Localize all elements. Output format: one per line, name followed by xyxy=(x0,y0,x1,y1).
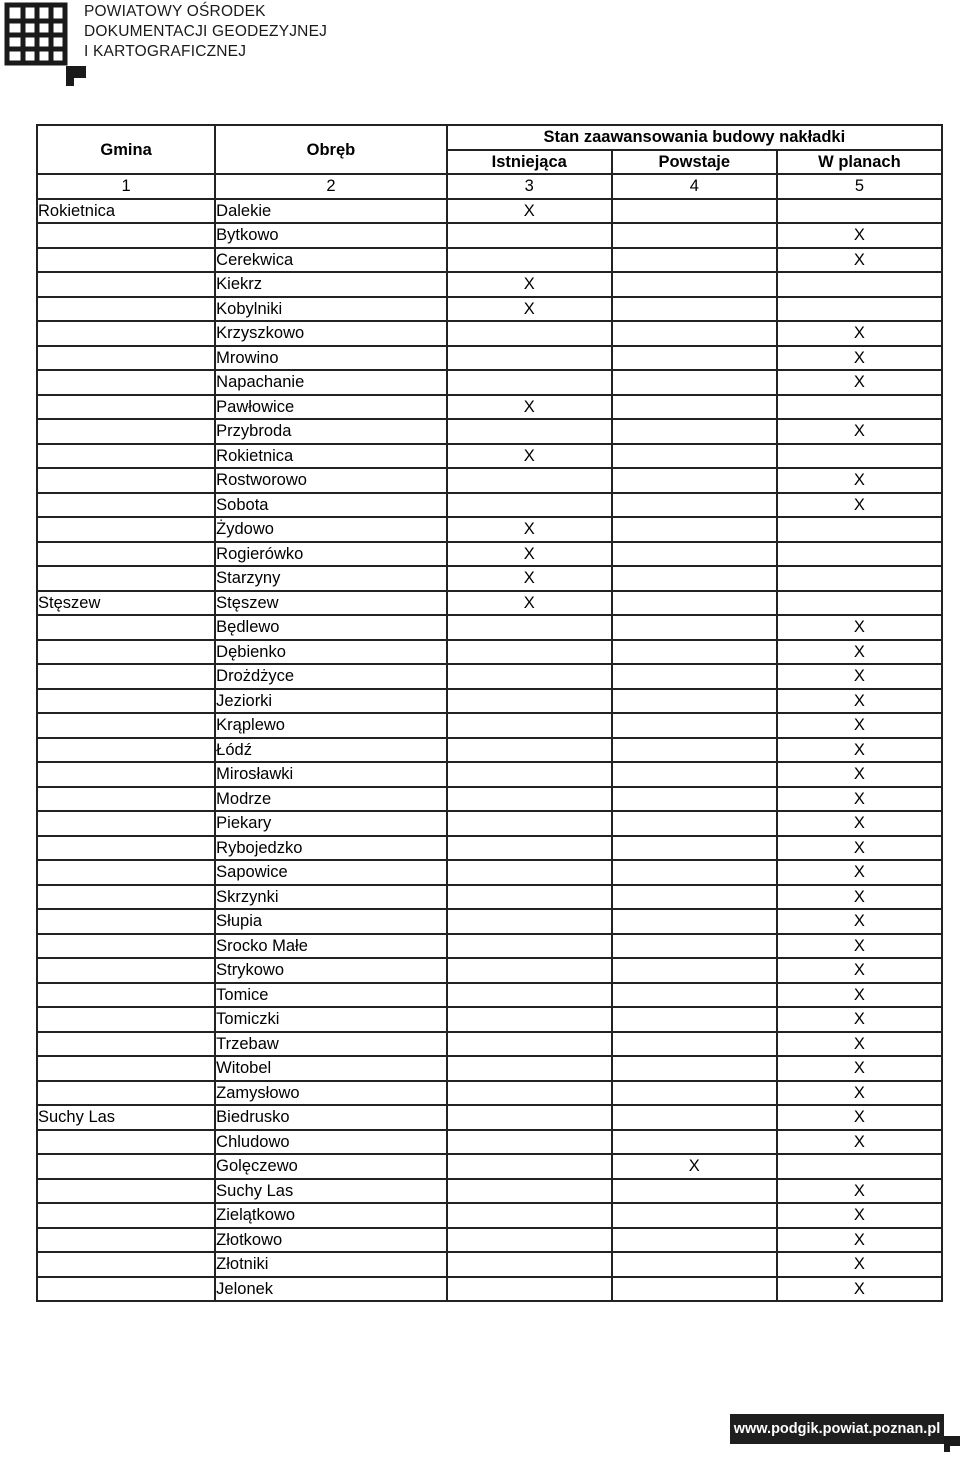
istniejaca-cell xyxy=(447,1277,612,1302)
powstaje-cell xyxy=(612,1056,777,1081)
gmina-cell xyxy=(37,811,215,836)
gmina-cell xyxy=(37,787,215,812)
obreb-cell: Rybojedzko xyxy=(215,836,447,861)
istniejaca-cell xyxy=(447,934,612,959)
obreb-cell: Biedrusko xyxy=(215,1105,447,1130)
obreb-cell: Sobota xyxy=(215,493,447,518)
powstaje-cell: X xyxy=(612,1154,777,1179)
table-row xyxy=(37,468,942,493)
w-planach-cell xyxy=(777,591,942,616)
p-mark-icon xyxy=(944,1436,960,1452)
istniejaca-cell xyxy=(447,983,612,1008)
powstaje-cell xyxy=(612,566,777,591)
obreb-cell: Napachanie xyxy=(215,370,447,395)
istniejaca-cell xyxy=(447,615,612,640)
obreb-cell: Golęczewo xyxy=(215,1154,447,1179)
table-row xyxy=(37,566,942,591)
istniejaca-cell xyxy=(447,1203,612,1228)
gmina-cell xyxy=(37,321,215,346)
w-planach-cell xyxy=(777,199,942,224)
gmina-cell xyxy=(37,738,215,763)
w-planach-cell: X xyxy=(777,836,942,861)
istniejaca-cell: X xyxy=(447,542,612,567)
gmina-cell xyxy=(37,1081,215,1106)
w-planach-cell: X xyxy=(777,223,942,248)
w-planach-cell: X xyxy=(777,346,942,371)
table-row xyxy=(37,1228,942,1253)
istniejaca-cell xyxy=(447,713,612,738)
istniejaca-cell xyxy=(447,738,612,763)
column-number: 4 xyxy=(612,174,777,199)
obreb-cell: Skrzynki xyxy=(215,885,447,910)
gmina-cell xyxy=(37,713,215,738)
table-row xyxy=(37,297,942,322)
powstaje-cell xyxy=(612,1105,777,1130)
table-row xyxy=(37,664,942,689)
header-group: Stan zaawansowania budowy nakładki xyxy=(447,125,942,150)
obreb-cell: Tomiczki xyxy=(215,1007,447,1032)
istniejaca-cell xyxy=(447,836,612,861)
table-row xyxy=(37,591,942,616)
obreb-cell: Strykowo xyxy=(215,958,447,983)
gmina-cell xyxy=(37,297,215,322)
column-number: 5 xyxy=(777,174,942,199)
gmina-cell xyxy=(37,1277,215,1302)
obreb-cell: Krzyszkowo xyxy=(215,321,447,346)
powstaje-cell xyxy=(612,591,777,616)
obreb-cell: Witobel xyxy=(215,1056,447,1081)
gmina-cell xyxy=(37,1252,215,1277)
table-row xyxy=(37,1130,942,1155)
w-planach-cell: X xyxy=(777,738,942,763)
obreb-cell: Pawłowice xyxy=(215,395,447,420)
powstaje-cell xyxy=(612,272,777,297)
w-planach-cell: X xyxy=(777,493,942,518)
w-planach-cell: X xyxy=(777,713,942,738)
table-row xyxy=(37,787,942,812)
powstaje-cell xyxy=(612,983,777,1008)
w-planach-cell: X xyxy=(777,811,942,836)
table-row xyxy=(37,444,942,469)
table-row xyxy=(37,983,942,1008)
powstaje-cell xyxy=(612,1203,777,1228)
gmina-cell xyxy=(37,983,215,1008)
istniejaca-cell xyxy=(447,909,612,934)
gmina-cell xyxy=(37,909,215,934)
w-planach-cell xyxy=(777,444,942,469)
w-planach-cell: X xyxy=(777,958,942,983)
w-planach-cell: X xyxy=(777,1056,942,1081)
istniejaca-cell xyxy=(447,493,612,518)
powstaje-cell xyxy=(612,248,777,273)
gmina-cell xyxy=(37,370,215,395)
powstaje-cell xyxy=(612,664,777,689)
istniejaca-cell: X xyxy=(447,199,612,224)
header-w-planach: W planach xyxy=(777,150,942,175)
obreb-cell: Chludowo xyxy=(215,1130,447,1155)
gmina-cell xyxy=(37,860,215,885)
table-row xyxy=(37,1081,942,1106)
obreb-cell: Rokietnica xyxy=(215,444,447,469)
powstaje-cell xyxy=(612,542,777,567)
istniejaca-cell xyxy=(447,1252,612,1277)
column-number: 3 xyxy=(447,174,612,199)
istniejaca-cell xyxy=(447,640,612,665)
istniejaca-cell xyxy=(447,1228,612,1253)
gmina-cell xyxy=(37,689,215,714)
gmina-cell xyxy=(37,1056,215,1081)
obreb-cell: Kiekrz xyxy=(215,272,447,297)
table-row xyxy=(37,517,942,542)
gmina-cell xyxy=(37,615,215,640)
w-planach-cell xyxy=(777,1154,942,1179)
w-planach-cell: X xyxy=(777,1277,942,1302)
istniejaca-cell xyxy=(447,1081,612,1106)
obreb-cell: Suchy Las xyxy=(215,1179,447,1204)
obreb-cell: Modrze xyxy=(215,787,447,812)
gmina-cell xyxy=(37,885,215,910)
obreb-cell: Przybroda xyxy=(215,419,447,444)
w-planach-cell xyxy=(777,542,942,567)
istniejaca-cell xyxy=(447,1130,612,1155)
table-row xyxy=(37,1007,942,1032)
table-row xyxy=(37,909,942,934)
w-planach-cell: X xyxy=(777,1081,942,1106)
table-row xyxy=(37,885,942,910)
gmina-cell xyxy=(37,664,215,689)
gmina-cell xyxy=(37,395,215,420)
gmina-cell: Rokietnica xyxy=(37,199,215,224)
gmina-cell xyxy=(37,468,215,493)
logo-line-3: I KARTOGRAFICZNEJ xyxy=(84,43,247,60)
w-planach-cell xyxy=(777,517,942,542)
obreb-cell: Dalekie xyxy=(215,199,447,224)
status-table xyxy=(36,124,943,1302)
gmina-cell xyxy=(37,1203,215,1228)
istniejaca-cell xyxy=(447,468,612,493)
powstaje-cell xyxy=(612,934,777,959)
footer-url-banner[interactable]: www.podgik.powiat.poznan.pl xyxy=(730,1414,944,1444)
w-planach-cell: X xyxy=(777,1203,942,1228)
istniejaca-cell xyxy=(447,811,612,836)
obreb-cell: Tomice xyxy=(215,983,447,1008)
w-planach-cell: X xyxy=(777,1228,942,1253)
obreb-cell: Złotkowo xyxy=(215,1228,447,1253)
w-planach-cell: X xyxy=(777,321,942,346)
powstaje-cell xyxy=(612,958,777,983)
powstaje-cell xyxy=(612,468,777,493)
obreb-cell: Sapowice xyxy=(215,860,447,885)
istniejaca-cell: X xyxy=(447,444,612,469)
powstaje-cell xyxy=(612,1007,777,1032)
gmina-cell xyxy=(37,419,215,444)
powstaje-cell xyxy=(612,738,777,763)
gmina-cell xyxy=(37,762,215,787)
table-row xyxy=(37,836,942,861)
powstaje-cell xyxy=(612,1032,777,1057)
obreb-cell: Piekary xyxy=(215,811,447,836)
w-planach-cell: X xyxy=(777,664,942,689)
table-row xyxy=(37,689,942,714)
powstaje-cell xyxy=(612,909,777,934)
table-row xyxy=(37,1154,942,1179)
w-planach-cell: X xyxy=(777,1007,942,1032)
powstaje-cell xyxy=(612,762,777,787)
table-row xyxy=(37,1179,942,1204)
w-planach-cell: X xyxy=(777,762,942,787)
w-planach-cell: X xyxy=(777,248,942,273)
table-row xyxy=(37,640,942,665)
table-row xyxy=(37,395,942,420)
gmina-cell xyxy=(37,272,215,297)
gmina-cell xyxy=(37,223,215,248)
powstaje-cell xyxy=(612,419,777,444)
powstaje-cell xyxy=(612,1179,777,1204)
w-planach-cell: X xyxy=(777,468,942,493)
powstaje-cell xyxy=(612,640,777,665)
table-row xyxy=(37,1105,942,1130)
column-number: 2 xyxy=(215,174,447,199)
w-planach-cell: X xyxy=(777,1130,942,1155)
powstaje-cell xyxy=(612,444,777,469)
istniejaca-cell: X xyxy=(447,591,612,616)
gmina-cell xyxy=(37,1179,215,1204)
obreb-cell: Żydowo xyxy=(215,517,447,542)
w-planach-cell: X xyxy=(777,934,942,959)
grid-logo-icon xyxy=(4,2,68,66)
gmina-cell xyxy=(37,1130,215,1155)
table-row xyxy=(37,493,942,518)
powstaje-cell xyxy=(612,787,777,812)
powstaje-cell xyxy=(612,713,777,738)
obreb-cell: Jeziorki xyxy=(215,689,447,714)
istniejaca-cell xyxy=(447,787,612,812)
obreb-cell: Srocko Małe xyxy=(215,934,447,959)
table-row xyxy=(37,762,942,787)
istniejaca-cell: X xyxy=(447,566,612,591)
obreb-cell: Słupia xyxy=(215,909,447,934)
obreb-cell: Zielątkowo xyxy=(215,1203,447,1228)
gmina-cell: Suchy Las xyxy=(37,1105,215,1130)
obreb-cell: Trzebaw xyxy=(215,1032,447,1057)
table-row xyxy=(37,811,942,836)
w-planach-cell xyxy=(777,566,942,591)
table-body xyxy=(37,199,942,1302)
table-row xyxy=(37,934,942,959)
gmina-cell xyxy=(37,958,215,983)
obreb-cell: Mrowino xyxy=(215,346,447,371)
obreb-cell: Krąplewo xyxy=(215,713,447,738)
table-row xyxy=(37,321,942,346)
table-row xyxy=(37,419,942,444)
header-istniejaca: Istniejąca xyxy=(447,150,612,175)
w-planach-cell: X xyxy=(777,419,942,444)
table-row xyxy=(37,1203,942,1228)
logo-line-1: POWIATOWY OŚRODEK xyxy=(84,3,266,20)
w-planach-cell: X xyxy=(777,1032,942,1057)
powstaje-cell xyxy=(612,297,777,322)
w-planach-cell xyxy=(777,272,942,297)
gmina-cell xyxy=(37,444,215,469)
obreb-cell: Zamysłowo xyxy=(215,1081,447,1106)
obreb-cell: Rostworowo xyxy=(215,468,447,493)
gmina-cell xyxy=(37,542,215,567)
obreb-cell: Jelonek xyxy=(215,1277,447,1302)
table-row xyxy=(37,223,942,248)
powstaje-cell xyxy=(612,1277,777,1302)
powstaje-cell xyxy=(612,811,777,836)
powstaje-cell xyxy=(612,615,777,640)
table-row xyxy=(37,615,942,640)
organization-name xyxy=(84,2,327,62)
istniejaca-cell xyxy=(447,370,612,395)
obreb-cell: Stęszew xyxy=(215,591,447,616)
table-row xyxy=(37,958,942,983)
table-row xyxy=(37,370,942,395)
logo-line-2: DOKUMENTACJI GEODEZYJNEJ xyxy=(84,23,328,40)
w-planach-cell: X xyxy=(777,860,942,885)
w-planach-cell: X xyxy=(777,1105,942,1130)
table-row xyxy=(37,1277,942,1302)
powstaje-cell xyxy=(612,223,777,248)
gmina-cell xyxy=(37,493,215,518)
istniejaca-cell xyxy=(447,860,612,885)
istniejaca-cell: X xyxy=(447,395,612,420)
istniejaca-cell xyxy=(447,762,612,787)
obreb-cell: Bytkowo xyxy=(215,223,447,248)
powstaje-cell xyxy=(612,689,777,714)
gmina-cell: Stęszew xyxy=(37,591,215,616)
w-planach-cell: X xyxy=(777,1252,942,1277)
obreb-cell: Mirosławki xyxy=(215,762,447,787)
obreb-cell: Cerekwica xyxy=(215,248,447,273)
table-row xyxy=(37,1252,942,1277)
istniejaca-cell xyxy=(447,223,612,248)
istniejaca-cell xyxy=(447,1032,612,1057)
powstaje-cell xyxy=(612,493,777,518)
gmina-cell xyxy=(37,1154,215,1179)
gmina-cell xyxy=(37,517,215,542)
w-planach-cell: X xyxy=(777,615,942,640)
istniejaca-cell xyxy=(447,346,612,371)
powstaje-cell xyxy=(612,860,777,885)
obreb-cell: Będlewo xyxy=(215,615,447,640)
table-row xyxy=(37,1032,942,1057)
w-planach-cell: X xyxy=(777,370,942,395)
obreb-cell: Dębienko xyxy=(215,640,447,665)
table-row xyxy=(37,542,942,567)
istniejaca-cell xyxy=(447,1179,612,1204)
w-planach-cell: X xyxy=(777,885,942,910)
gmina-cell xyxy=(37,836,215,861)
istniejaca-cell: X xyxy=(447,272,612,297)
istniejaca-cell xyxy=(447,885,612,910)
w-planach-cell: X xyxy=(777,1179,942,1204)
gmina-cell xyxy=(37,1007,215,1032)
istniejaca-cell xyxy=(447,1007,612,1032)
w-planach-cell: X xyxy=(777,787,942,812)
powstaje-cell xyxy=(612,346,777,371)
table-row xyxy=(37,738,942,763)
obreb-cell: Rogierówko xyxy=(215,542,447,567)
w-planach-cell: X xyxy=(777,909,942,934)
w-planach-cell: X xyxy=(777,640,942,665)
powstaje-cell xyxy=(612,370,777,395)
gmina-cell xyxy=(37,1032,215,1057)
istniejaca-cell xyxy=(447,248,612,273)
p-mark-icon xyxy=(66,66,86,86)
table-row xyxy=(37,860,942,885)
column-number: 1 xyxy=(37,174,215,199)
header-obreb: Obręb xyxy=(215,125,447,174)
powstaje-cell xyxy=(612,885,777,910)
w-planach-cell xyxy=(777,297,942,322)
istniejaca-cell xyxy=(447,1105,612,1130)
w-planach-cell xyxy=(777,395,942,420)
istniejaca-cell: X xyxy=(447,297,612,322)
powstaje-cell xyxy=(612,1252,777,1277)
istniejaca-cell xyxy=(447,958,612,983)
istniejaca-cell: X xyxy=(447,517,612,542)
header-gmina: Gmina xyxy=(37,125,215,174)
gmina-cell xyxy=(37,934,215,959)
powstaje-cell xyxy=(612,321,777,346)
w-planach-cell: X xyxy=(777,689,942,714)
istniejaca-cell xyxy=(447,419,612,444)
obreb-cell: Łódź xyxy=(215,738,447,763)
powstaje-cell xyxy=(612,199,777,224)
istniejaca-cell xyxy=(447,321,612,346)
istniejaca-cell xyxy=(447,689,612,714)
table-row xyxy=(37,248,942,273)
obreb-cell: Złotniki xyxy=(215,1252,447,1277)
obreb-cell: Kobylniki xyxy=(215,297,447,322)
gmina-cell xyxy=(37,1228,215,1253)
gmina-cell xyxy=(37,640,215,665)
header-logo xyxy=(4,2,364,86)
obreb-cell: Starzyny xyxy=(215,566,447,591)
w-planach-cell: X xyxy=(777,983,942,1008)
istniejaca-cell xyxy=(447,1154,612,1179)
powstaje-cell xyxy=(612,395,777,420)
obreb-cell: Drożdżyce xyxy=(215,664,447,689)
powstaje-cell xyxy=(612,1130,777,1155)
table-row xyxy=(37,272,942,297)
table-row xyxy=(37,199,942,224)
powstaje-cell xyxy=(612,1228,777,1253)
powstaje-cell xyxy=(612,1081,777,1106)
gmina-cell xyxy=(37,248,215,273)
istniejaca-cell xyxy=(447,1056,612,1081)
table-row xyxy=(37,346,942,371)
powstaje-cell xyxy=(612,517,777,542)
table-row xyxy=(37,713,942,738)
istniejaca-cell xyxy=(447,664,612,689)
powstaje-cell xyxy=(612,836,777,861)
header-powstaje: Powstaje xyxy=(612,150,777,175)
gmina-cell xyxy=(37,566,215,591)
gmina-cell xyxy=(37,346,215,371)
table-row xyxy=(37,1056,942,1081)
